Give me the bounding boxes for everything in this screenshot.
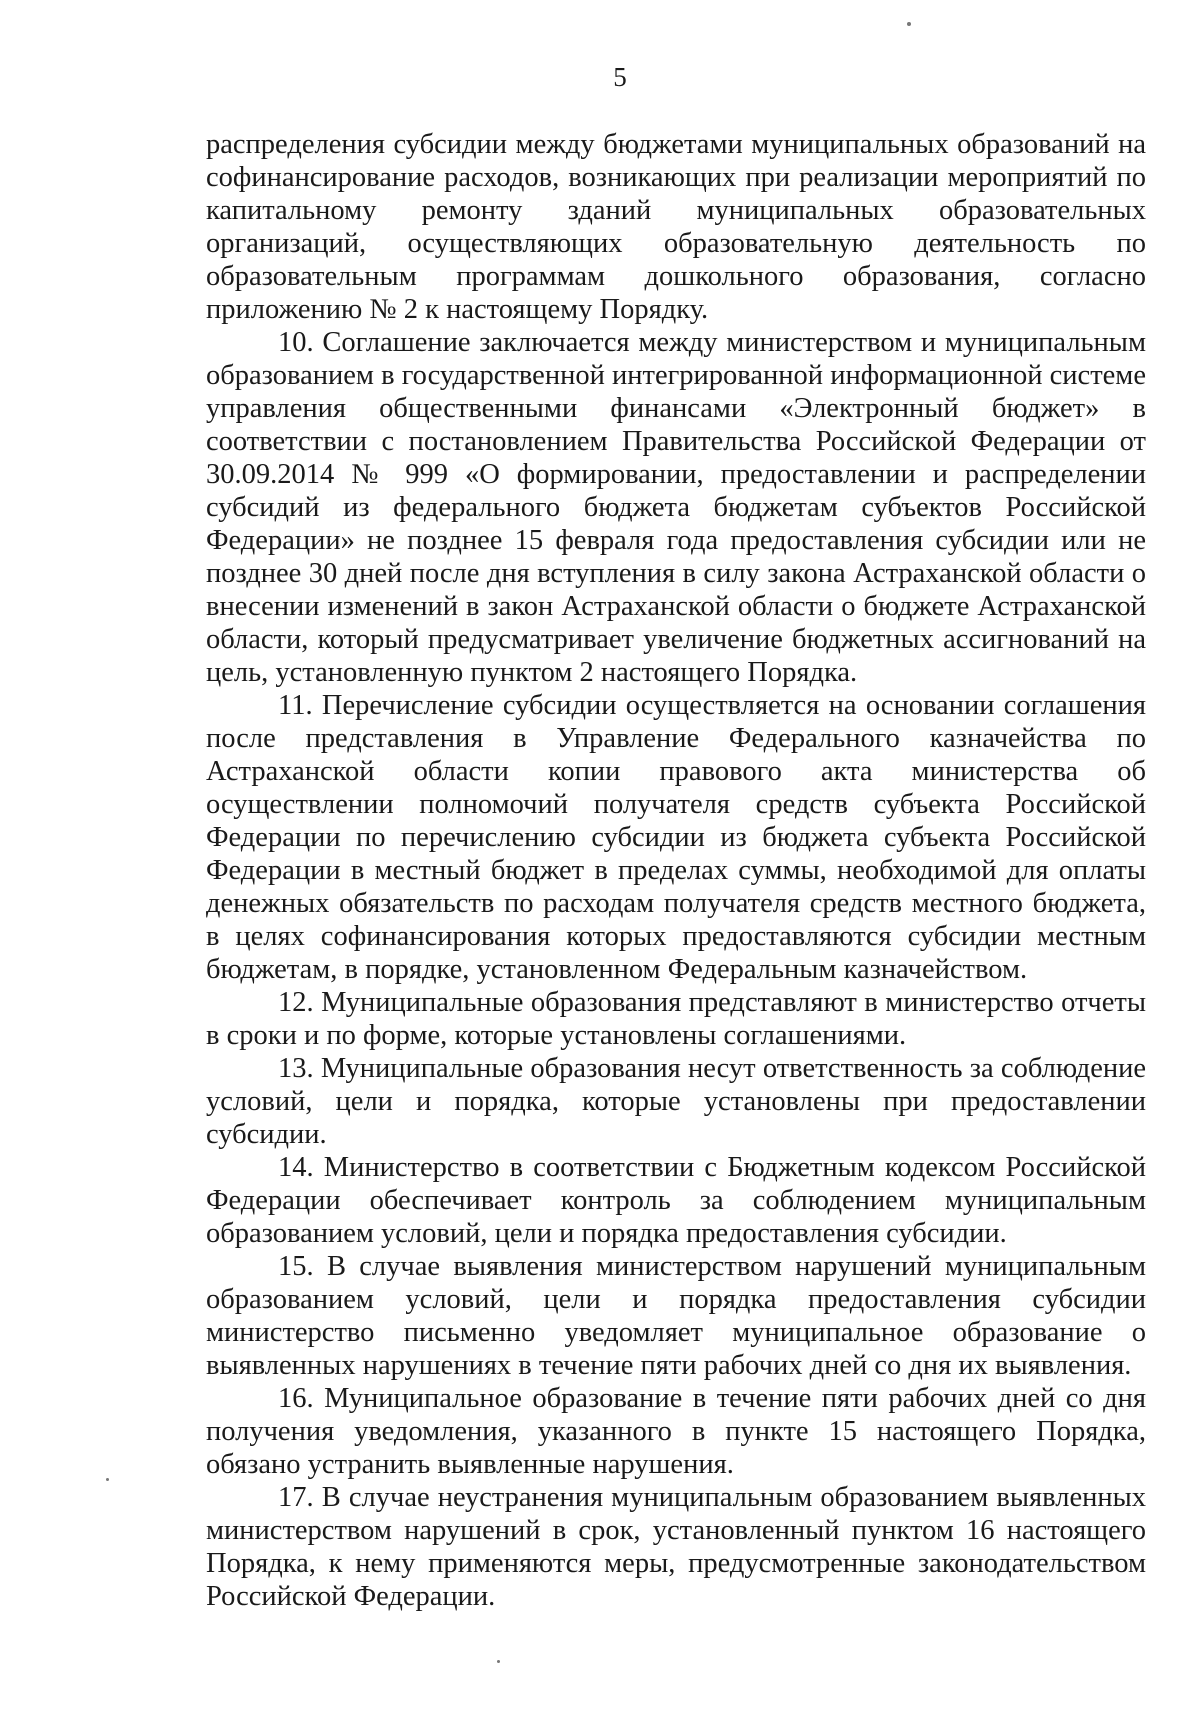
paragraph-item-10: 10. Соглашение заключается между министерством и муниципальным образованием в государственной интегрированной информационной системе управления общественными финансами «Электронный бюджет» в соответствии с постановлением Правительства Российской Федерации от 30.09.2014 № 999 «О формировании, предоставлении и распределении субсидий из федерального бюджета бюджетам субъектов Российской Федерации» не позднее 15 февраля года предоставления субсидии или не позднее 30 дней после дня вступления в силу закона Астраханской области о внесении изменений в закон Астраханской области о бюджете Астраханской области, который предусматривает увеличение бюджетных ассигнований на цель, установленную пунктом 2 настоящего Порядка. bbox=[206, 327, 1146, 688]
paragraph-item-12: 12. Муниципальные образования представляют в министерство отчеты в сроки и по форме, которые установлены соглашениями. bbox=[206, 987, 1146, 1051]
paragraph-item-16: 16. Муниципальное образование в течение пяти рабочих дней со дня получения уведомления, указанного в пункте 15 настоящего Порядка, обязано устранить выявленные нарушения. bbox=[206, 1383, 1146, 1480]
scan-speck bbox=[106, 1478, 109, 1481]
scan-speck bbox=[907, 22, 911, 26]
paragraph-item-14: 14. Министерство в соответствии с Бюджетным кодексом Российской Федерации обеспечивает контроль за соблюдением муниципальным образованием условий, цели и порядка предоставления субсидии. bbox=[206, 1152, 1146, 1249]
paragraph-item-15: 15. В случае выявления министерством нарушений муниципальным образованием условий, цели и порядка предоставления субсидии министерство письменно уведомляет муниципальное образование о выявленных нарушениях в течение пяти рабочих дней со дня их выявления. bbox=[206, 1251, 1146, 1381]
paragraph-item-13: 13. Муниципальные образования несут ответственность за соблюдение условий, цели и порядка, которые установлены при предоставлении субсидии. bbox=[206, 1053, 1146, 1150]
paragraph-item-17: 17. В случае неустранения муниципальным образованием выявленных министерством нарушений в срок, установленный пунктом 16 настоящего Порядка, к нему применяются меры, предусмотренные законодательством Российской Федерации. bbox=[206, 1482, 1146, 1612]
paragraph-item-11: 11. Перечисление субсидии осуществляется на основании соглашения после представления в Управление Федерального казначейства по Астраханской области копии правового акта министерства об осуществлении полномочий получателя средств субъекта Российской Федерации по перечислению субсидии из бюджета субъекта Российской Федерации в местный бюджет в пределах суммы, необходимой для оплаты денежных обязательств по расходам получателя средств местного бюджета, в целях софинансирования которых предоставляются субсидии местным бюджетам, в порядке, установленном Федеральным казначейством. bbox=[206, 690, 1146, 985]
document-body bbox=[206, 128, 1146, 1613]
scan-speck bbox=[497, 1660, 500, 1663]
page-number: 5 bbox=[613, 62, 627, 92]
paragraph-continuation: распределения субсидии между бюджетами муниципальных образований на софинансирование расходов, возникающих при реализации мероприятий по капитальному ремонту зданий муниципальных образовательных организаций, осуществляющих образовательную деятельность по образовательным программам дошкольного образования, согласно приложению № 2 к настоящему Порядку. bbox=[206, 129, 1146, 325]
